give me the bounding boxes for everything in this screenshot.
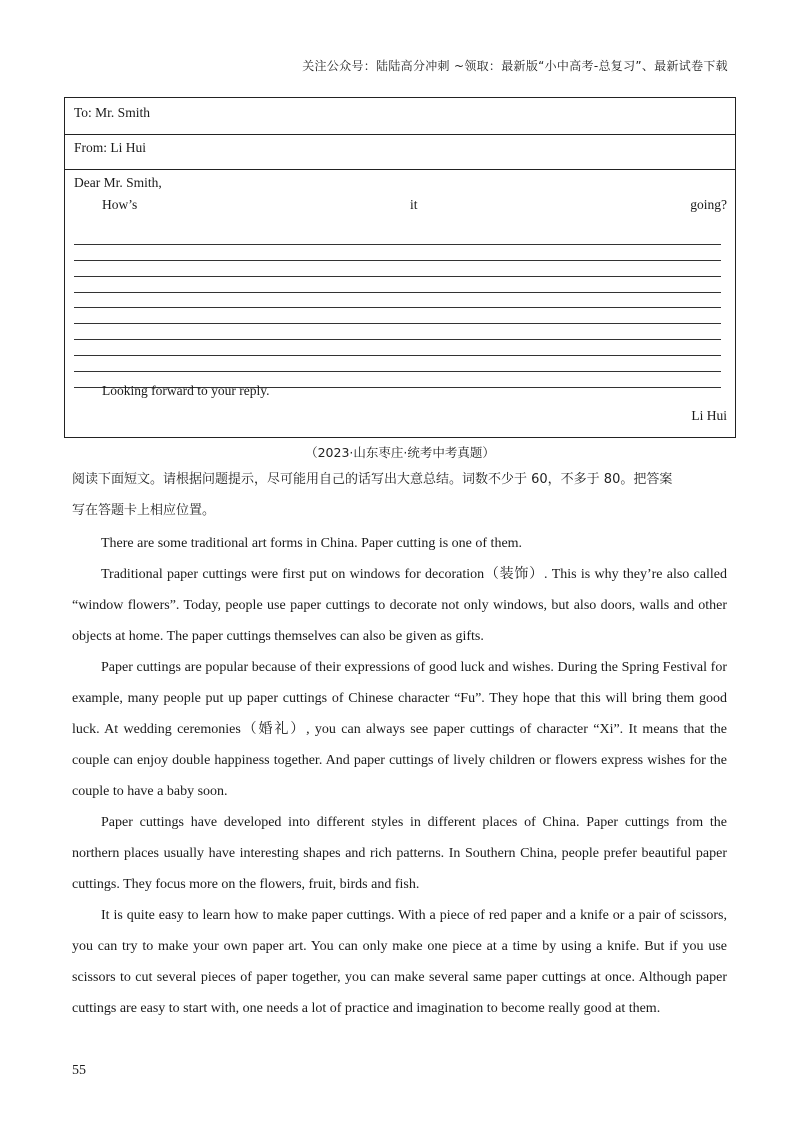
reading-passage — [72, 528, 727, 1024]
opener-word: How’s — [102, 197, 138, 212]
opener-word: going? — [690, 197, 727, 212]
memo-opener — [102, 197, 727, 213]
writing-line[interactable] — [74, 308, 721, 324]
writing-line[interactable] — [74, 324, 721, 340]
writing-line[interactable] — [74, 293, 721, 309]
memo-to-label: To: Mr. Smith — [74, 105, 150, 120]
memo-body — [65, 170, 735, 437]
memo-form — [64, 97, 736, 438]
writing-line[interactable] — [74, 340, 721, 356]
instruction-line: 阅读下面短文。请根据问题提示，尽可能用自己的话写出大意总结。词数不少于 60，不多于 80。把答案 — [72, 472, 673, 487]
passage-paragraph: There are some traditional art forms in China. Paper cutting is one of them. — [101, 536, 523, 551]
header-note: 关注公众号：陆陆高分冲刺 ~领取：最新版“小中高考-总复习”、最新试卷下载 — [302, 59, 728, 73]
memo-to-row — [65, 98, 735, 135]
passage-paragraph: It is quite easy to learn how to make paper cuttings. With a piece of red paper and a knife or a pair of scissors, you can try to make your own paper art. You can only make one piece at a time by using a knife. But if you use scissors to cut several pieces of paper together, you can make several same paper cuttings at once. Although paper cuttings are easy to start with, one needs a lot of practice and imagination to become really good at them. — [72, 908, 727, 1016]
memo-from-label: From: Li Hui — [74, 140, 147, 155]
writing-line[interactable] — [74, 229, 721, 245]
writing-line[interactable] — [74, 245, 721, 261]
memo-greeting: Dear Mr. Smith, — [74, 175, 162, 190]
writing-lines[interactable] — [74, 229, 721, 388]
writing-line[interactable] — [74, 356, 721, 372]
opener-word: it — [410, 197, 418, 212]
instruction — [72, 464, 732, 526]
passage-paragraph: Traditional paper cuttings were first put on windows for decoration（装饰）. This is why they’re also called “window flowers”. Today, people use paper cuttings to decorate not only windows, but also doors, walls and other objects at home. The paper cuttings themselves can also be given as gifts. — [72, 567, 727, 644]
memo-signature: Li Hui — [691, 408, 727, 423]
memo-from-row — [65, 134, 735, 170]
passage-paragraph: Paper cuttings are popular because of their expressions of good luck and wishes. During the Spring Festival for example, many people put up paper cuttings of Chinese character “Fu”. They hope that this will bring them good luck. At wedding ceremonies（婚礼）, you can always see paper cuttings of character “Xi”. It means that the couple can enjoy double happiness together. And paper cuttings of lively children or flowers express wishes for the couple to have a baby soon. — [72, 660, 727, 799]
page-number: 55 — [72, 1063, 86, 1078]
passage-paragraph: Paper cuttings have developed into different styles in different places of China. Paper cuttings from the northern places usually have interesting shapes and rich patterns. In Southern China, people prefer beautiful paper cuttings. They focus more on the flowers, fruit, birds and fish. — [72, 815, 727, 892]
writing-line[interactable] — [74, 277, 721, 293]
writing-line[interactable] — [74, 261, 721, 277]
memo-closing: Looking forward to your reply. — [102, 383, 270, 398]
instruction-line: 写在答题卡上相应位置。 — [72, 503, 216, 518]
exam-source: （2023·山东枣庄·统考中考真题） — [305, 445, 495, 460]
